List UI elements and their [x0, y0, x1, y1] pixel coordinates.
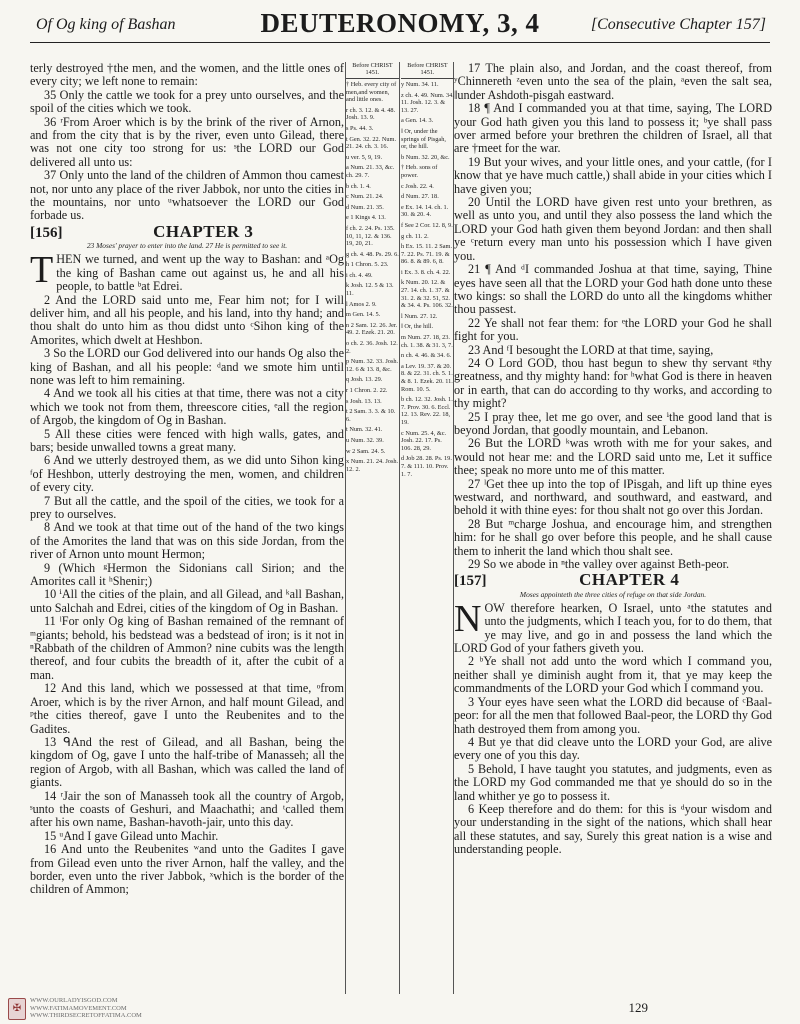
margin-reference: z ch. 4. 49. Num. 34. 11. Josh. 12. 3. & 13. 27.: [401, 91, 454, 114]
publisher-footer: [8, 997, 142, 1020]
chapter-title: CHAPTER 4: [579, 570, 680, 590]
margin-reference: x Num. 21. 24. Josh. 12. 2.: [346, 458, 399, 473]
header-book-title: DEUTERONOMY, 3, 4: [260, 8, 540, 38]
reference-list: [401, 81, 454, 478]
margin-reference: g ch. 11. 2.: [401, 232, 429, 240]
margin-reference: t 2 Sam. 3. 3. & 10. 6.: [346, 408, 396, 423]
margin-references-b: [401, 62, 454, 996]
verse: 9 (Which ᵍHermon the Sidonians call Sirion; and the Amorites call it ʰShenir;): [30, 560, 344, 589]
margin-reference: c Num. 25. 4, &c. Josh. 22. 17. Ps. 106. 28, 29.: [401, 429, 447, 452]
verse: 20 Until the LORD have given rest unto your brethren, as well as unto you, and until they also possess the land which the LORD your God hath given them beyond Jordan: and then shall ye ᶜreturn every man unto his possession which I have given you.: [454, 195, 772, 263]
website-link[interactable]: WWW.FATIMAMOVEMENT.COM: [30, 1004, 127, 1012]
margin-reference: h 1 Chron. 5. 23.: [346, 261, 389, 269]
margin-reference: i Ex. 3. 8. ch. 4. 22.: [401, 268, 451, 276]
margin-reference: b ch. 1. 4.: [346, 182, 371, 190]
margin-reference: m Gen. 14. 5.: [346, 311, 381, 319]
verse: 28 But ᵐcharge Joshua, and encourage him, and strengthen him: for he shall go over before this people, and he shall cause them to inherit the land which thou shalt see.: [454, 516, 772, 558]
right-text-column: [454, 62, 772, 996]
verse: 4 But ye that did cleave unto the LORD your God, are alive every one of you this day.: [454, 734, 772, 763]
verse: 3 Your eyes have seen what the LORD did because of ᶜBaal-peor: for all the men that followed Baal-peor, the LORD thy God hath destroyed them from among you.: [454, 694, 772, 736]
verse: 24 O Lord GOD, thou hast begun to shew thy servant ᵍthy greatness, and thy mighty hand: for ʰwhat God is there in heaven or in earth, that can do according to thy works, and according to thy might?: [454, 355, 772, 411]
margin-reference: b ch. 12. 32. Josh. 1. 7. Prov. 30. 6. Eccl. 12. 13. Rev. 22. 18, 19.: [401, 396, 453, 426]
verse: 5 All these cities were fenced with high walls, gates, and bars; beside unwalled towns a great many.: [30, 426, 344, 454]
verse: 14 ʳJair the son of Manasseh took all the country of Argob, ˢunto the coasts of Geshuri, and Maachathi; and ᵗcalled them after his own name, Bashan-havoth-jair, unto this day.: [30, 788, 344, 830]
verse: 13 ᑫAnd the rest of Gilead, and all Bashan, being the kingdom of Og, gave I unto the half-tribe of Manasseh; all the region of Argob, with all Bashan, which was called the land of giants.: [30, 734, 344, 790]
margin-reference: e 1 Kings 4. 13.: [346, 214, 386, 222]
verse: OW therefore hearken, O Israel, unto ᵃthe statutes and unto the judgments, which I teach you, for to do them, that ye may live, and go in and possess the land which the LORD God of your fathers giveth you.: [454, 600, 772, 656]
verse: 25 I pray thee, let me go over, and see ⁱthe good land that is beyond Jordan, that goodly mountain, and Lebanon.: [454, 409, 772, 437]
margin-reference: i ch. 4. 49.: [346, 271, 373, 279]
column-rule: [399, 62, 400, 994]
verse: 7 But all the cattle, and the spoil of the cities, we took for a prey to ourselves.: [30, 493, 344, 521]
chapter-number: [157]: [454, 573, 487, 590]
verse: 4 And we took all his cities at that time, there was not a city which we took not from them, threescore cities, ᵉall the region of Argob, the kingdom of Og in Bashan.: [30, 386, 344, 428]
margin-reference: d Num. 21. 35.: [346, 203, 384, 211]
chapter-title: CHAPTER 3: [153, 221, 254, 241]
verse: 5 Behold, I have taught you statutes, and judgments, even as the LORD my God commanded me that ye should do so in the land whither ye go to possess it.: [454, 761, 772, 803]
verse: HEN we turned, and went up the way to Bashan: and ᵃOg the king of Bashan came out against us, he and all his people, to battle ᵇat Edrei.: [56, 252, 344, 294]
verse: 6 And we utterly destroyed them, as we did unto Sihon king ᶠof Heshbon, utterly destroying the men, women, and children of every city.: [30, 453, 344, 495]
left-text-column: [30, 62, 344, 996]
chapter-3-opening: [30, 249, 344, 294]
website-link[interactable]: WWW.OURLADYISGOD.COM: [30, 997, 118, 1005]
verse: 35 Only the cattle we took for a prey unto ourselves, and the spoil of the cities which we took.: [30, 87, 344, 116]
verse: 11 ˡFor only Og king of Bashan remained of the remnant of ᵐgiants; behold, his bedstead was a bedstead of iron; is it not in ⁿRabbath of the children of Ammon? nine cubits was the length thereof, and four cubits the breadth of it, after the cubit of a man.: [30, 614, 344, 682]
verse: 2 And the LORD said unto me, Fear him not; for I will deliver him, and all his people, and his land, into thy hand; and thou shalt do unto him as thou didst unto ᶜSihon king of the Amorites, which dwelt at Heshbon.: [30, 292, 344, 347]
chapter-summary: Moses appointeth the three cities of refuge on that side Jordan.: [519, 589, 707, 599]
margin-reference: d Job 28. 28. Ps. 19. 7. & 111. 10. Prov. 1. 7.: [401, 455, 452, 478]
margin-references-a: [346, 62, 399, 996]
margin-reference: u ver. 5, 9, 19.: [346, 153, 383, 161]
drop-cap: T: [30, 249, 54, 292]
verse: 17 The plain also, and Jordan, and the coast thereof, from ʸChinnereth ᶻeven unto the sea of the plain, ᵃeven the salt sea, ‖under Ashdoth-pisgah eastward.: [454, 62, 772, 102]
margin-reference: m Num. 27. 18, 23. ch. 1. 38. & 31. 3, 7.: [401, 334, 453, 349]
chapter-number: [156]: [30, 224, 63, 241]
margin-reference: c Num. 21. 24.: [346, 193, 384, 201]
margin-reference: g ch. 4. 48. Ps. 29. 6.: [346, 250, 399, 258]
verse: 19 But your wives, and your little ones, and your cattle, (for I know that ye have much cattle,) shall abide in your cities which I have given you;: [454, 154, 772, 196]
margin-reference: w 2 Sam. 24. 5.: [346, 447, 386, 455]
verse: 15 ᵘAnd I gave Gilead unto Machir.: [44, 828, 219, 843]
margin-reference: a Gen. 14. 3.: [401, 117, 434, 125]
margin-reference: f ch. 2. 24. Ps. 135. 10, 11, 12. & 136. 19, 20, 21.: [346, 224, 395, 248]
verse: 36 ʳFrom Aroer which is by the brink of the river of Arnon, and from the city that is by the river, even unto Gilead, there was not one city too strong for us: ˢthe LORD our God delivered all unto us:: [30, 114, 344, 169]
header-chapter-ref: [Consecutive Chapter 157]: [590, 16, 766, 33]
verse: 37 Only unto the land of the children of Ammon thou camest not, nor unto any place of the river Jabbok, nor unto the cities in the mountains, nor unto ᵘwhatsoever the LORD our God forbade us.: [30, 168, 344, 223]
margin-reference: p Num. 32. 33. Josh. 12. 6 & 13. 8, &c.: [346, 358, 399, 373]
margin-reference: b Num. 32. 20, &c.: [401, 153, 450, 161]
margin-reference: k Num. 20. 12. & 27. 14. ch. 1. 37. & 31. 2. & 32. 51, 52. & 34. 4. Ps. 106. 32.: [401, 279, 453, 310]
running-header: [30, 6, 770, 43]
chapter-3-heading: [30, 221, 344, 241]
verse: 16 And unto the Reubenites ʷand unto the Gadites I gave from Gilead even unto the river Arnon, half the valley, and the border, even unto the river Jabbok, ˣwhich is the border of the children of Ammon;: [30, 842, 344, 897]
margin-reference: k Josh. 12. 5 & 13. 11.: [346, 282, 394, 298]
crest-icon: ✠: [8, 998, 26, 1020]
margin-reference: f See 2 Cor. 12. 8, 9.: [401, 221, 453, 229]
margin-reference: a Num. 21. 33, &c. ch. 29. 7.: [346, 164, 395, 179]
margin-reference: e Ex. 14. 14. ch. 1. 30. & 20. 4.: [401, 203, 449, 219]
margin-reference: r 1 Chron. 2. 22.: [346, 387, 388, 394]
margin-reference: r ch. 3. 12. & 4. 48. Josh. 13. 9.: [346, 106, 396, 122]
margin-reference: q Josh. 13. 29.: [346, 376, 383, 384]
verse: terly destroyed †the men, and the women, and the little ones of every city; we left none to remain:: [30, 62, 344, 89]
margin-reference: † Heb. every city of men,and women, and little ones.: [346, 81, 397, 104]
margin-reference: a Lev. 19. 37. & 20. 8. & 22. 31. ch. 5. 1. & 8. 1. Ezek. 20. 11. Rom. 10. 5.: [401, 362, 453, 393]
verse: 18 ¶ And I commanded you at that time, saying, The LORD your God hath given you this land to possess it; ᵇye shall pass over armed before your brethren the children of Israel, all that are †meet for the war.: [454, 101, 772, 156]
margin-reference: c Josh. 22. 4.: [401, 182, 434, 190]
verse: 3 So the LORD our God delivered into our hands Og also the king of Bashan, and all his people: ᵈand we smote him until none was left to him remaining.: [30, 346, 344, 387]
margin-reference: s Josh. 13. 13.: [346, 397, 382, 405]
margin-reference: y Num. 34. 11.: [401, 81, 439, 88]
verse: 12 And this land, which we possessed at that time, ᵒfrom Aroer, which is by the river Arnon, and half mount Gilead, and ᵖthe cities thereof, gave I unto the Reubenites and to the Gadites.: [30, 681, 344, 736]
verse: 8 And we took at that time out of the hand of the two kings of the Amorites the land that was on this side Jordan, from the river of Arnon unto mount Hermon;: [30, 520, 344, 562]
website-link[interactable]: WWW.THIRDSECRETOFFATIMA.COM: [30, 1012, 142, 1020]
margin-reference: n 2 Sam. 12. 26. Jer. 49. 2. Ezek. 21. 20.: [346, 321, 398, 337]
margin-reference: ‖ Or, under the springs of Pisgah, or, the hill.: [401, 127, 446, 151]
chapter-4-heading: [454, 570, 772, 590]
margin-reference: u Num. 32. 39.: [346, 436, 384, 444]
margin-reference: d Num. 27. 18.: [401, 193, 439, 201]
verse: 2 ᵇYe shall not add unto the word which I command you, neither shall ye diminish aught from it, that ye may keep the commandments of the LORD your God which I command you.: [454, 654, 772, 696]
verse: 6 Keep therefore and do them: for this is ᵈyour wisdom and your understanding in the sight of the nations, which shall hear all these statutes, and say, Surely this great nation is a wise and understanding people.: [454, 801, 772, 857]
verse: 10 ⁱAll the cities of the plain, and all Gilead, and ᵏall Bashan, unto Salchah and Edrei, cities of the kingdom of Og in Bashan.: [30, 587, 344, 615]
margin-reference: † Heb. sons of power.: [401, 164, 438, 179]
drop-cap: N: [454, 597, 482, 640]
verse: 22 Ye shall not fear them: for ᵉthe LORD your God he shall fight for you.: [454, 315, 772, 344]
margin-reference: l Num. 27. 12.: [401, 312, 438, 320]
margin-reference: ‖ Or, the hill.: [401, 323, 434, 331]
verse: 27 ˡGet thee up into the top of ‖Pisgah, and lift up thine eyes westward, and northward, and southward, and eastward, and behold it with thine eyes: for thou shalt not go over this Jordan.: [454, 476, 772, 518]
margin-reference: h Ex. 15. 11. 2 Sam. 7. 22. Ps. 71. 19. & 86. 8. & 89. 6, 8.: [401, 243, 453, 266]
reference-list: [346, 81, 399, 473]
before-christ-label: Before CHRIST 1451.: [346, 62, 399, 79]
verse: 21 ¶ And ᵈI commanded Joshua at that time, saying, Thine eyes have seen all that the LORD your God hath done unto these two kings: so shall the LORD do unto all the kingdoms whither thou passest.: [454, 262, 772, 317]
website-list: [30, 997, 142, 1020]
margin-reference: n ch. 4. 46. & 34. 6.: [401, 352, 452, 360]
verse: 26 But the LORD ᵏwas wroth with me for your sakes, and would not hear me: and the LORD said unto me, Let it suffice thee; speak no more unto me of this matter.: [454, 436, 772, 478]
margin-reference: o ch. 2. 36. Josh. 12. 2.: [346, 340, 398, 355]
margin-reference: l Amos 2. 9.: [346, 300, 377, 308]
margin-reference: t Gen. 32. 22. Num. 21. 24. ch. 3. 16.: [346, 135, 397, 151]
page-number: 129: [628, 1000, 648, 1015]
verse: 29 So we abode in ⁿthe valley over against Beth-peor.: [468, 557, 730, 572]
header-left: Of Og king of Bashan: [36, 16, 176, 33]
before-christ-label: Before CHRIST 1451.: [401, 62, 454, 79]
chapter-4-opening: [454, 597, 772, 656]
chapter-summary: 23 Moses' prayer to enter into the land. 27 He is permitted to see it.: [86, 241, 288, 251]
margin-reference: s Ps. 44. 3.: [346, 124, 374, 132]
verse: 23 And ᶠI besought the LORD at that time, saying,: [468, 342, 714, 357]
margin-reference: t Num. 32. 41.: [346, 426, 383, 434]
